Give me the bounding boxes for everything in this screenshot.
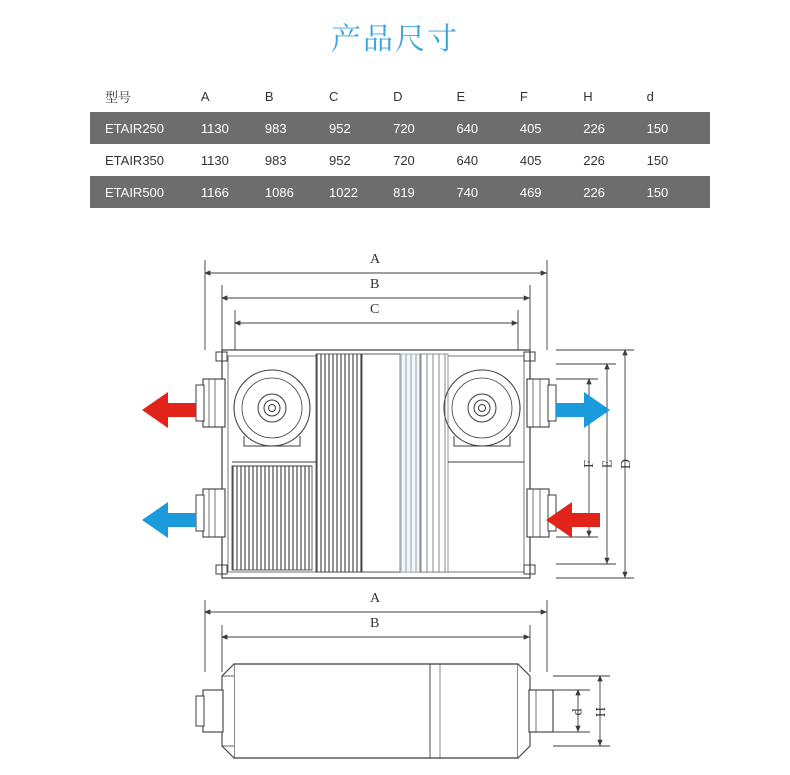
cell-model: ETAIR500	[90, 176, 201, 208]
cell-model: ETAIR350	[90, 144, 201, 176]
label-e-top: E	[600, 459, 616, 469]
duct-collar-side-left	[196, 690, 223, 732]
cell-f: 405	[520, 144, 583, 176]
column-header-b: B	[265, 80, 329, 112]
page-title: 产品尺寸	[331, 22, 459, 57]
label-c-top: C	[370, 302, 380, 317]
duct-collar-left-top	[196, 379, 225, 427]
table-row	[90, 176, 710, 208]
table-row	[90, 144, 710, 176]
label-d-side: d	[570, 708, 586, 716]
label-b-side: B	[370, 616, 380, 631]
cell-d: 819	[393, 176, 456, 208]
table-row	[90, 112, 710, 144]
cell-d: 720	[393, 144, 456, 176]
column-header-a: A	[201, 80, 265, 112]
cell-c: 952	[329, 144, 393, 176]
column-header-e: E	[456, 80, 519, 112]
cell-model: ETAIR250	[90, 112, 201, 144]
cell-c: 952	[329, 112, 393, 144]
unit-side-body	[222, 664, 530, 758]
cell-h: 226	[583, 112, 646, 144]
table-header-row	[90, 80, 710, 112]
cell-e: 740	[456, 176, 519, 208]
airflow-arrow-exhaust-left	[142, 392, 196, 428]
cell-a: 1130	[201, 144, 265, 176]
cell-b: 983	[265, 144, 329, 176]
column-header-h: H	[583, 80, 646, 112]
column-header-f: F	[520, 80, 583, 112]
label-h-side: H	[594, 706, 610, 718]
column-header-model: 型号	[90, 80, 201, 112]
cell-b: 983	[265, 112, 329, 144]
cell-d-small: 150	[647, 144, 710, 176]
column-header-c: C	[329, 80, 393, 112]
column-header-d-small: d	[647, 80, 710, 112]
cell-a: 1130	[201, 112, 265, 144]
duct-collar-right-top	[527, 379, 556, 427]
cell-h: 226	[583, 144, 646, 176]
cell-b: 1086	[265, 176, 329, 208]
cell-d: 720	[393, 112, 456, 144]
spec-table	[90, 80, 710, 208]
airflow-arrow-supply-right	[556, 392, 610, 428]
cell-a: 1166	[201, 176, 265, 208]
dimension-line-a-side	[205, 600, 547, 672]
label-b-top: B	[370, 277, 380, 292]
label-a-top: A	[370, 252, 381, 267]
cell-d-small: 150	[647, 176, 710, 208]
cell-e: 640	[456, 112, 519, 144]
cell-f: 469	[520, 176, 583, 208]
duct-collar-left-bottom	[196, 489, 225, 537]
airflow-arrow-supply-left	[142, 502, 196, 538]
cell-f: 405	[520, 112, 583, 144]
duct-collar-right-bottom	[527, 489, 556, 537]
drawing-svg	[0, 240, 790, 770]
label-d-top: D	[619, 458, 635, 470]
cell-h: 226	[583, 176, 646, 208]
technical-drawing	[0, 240, 790, 770]
label-f-top: F	[581, 460, 597, 468]
duct-collar-side-right	[529, 690, 553, 732]
column-header-d: D	[393, 80, 456, 112]
cell-d-small: 150	[647, 112, 710, 144]
cell-c: 1022	[329, 176, 393, 208]
label-a-side: A	[370, 591, 381, 606]
cell-e: 640	[456, 144, 519, 176]
